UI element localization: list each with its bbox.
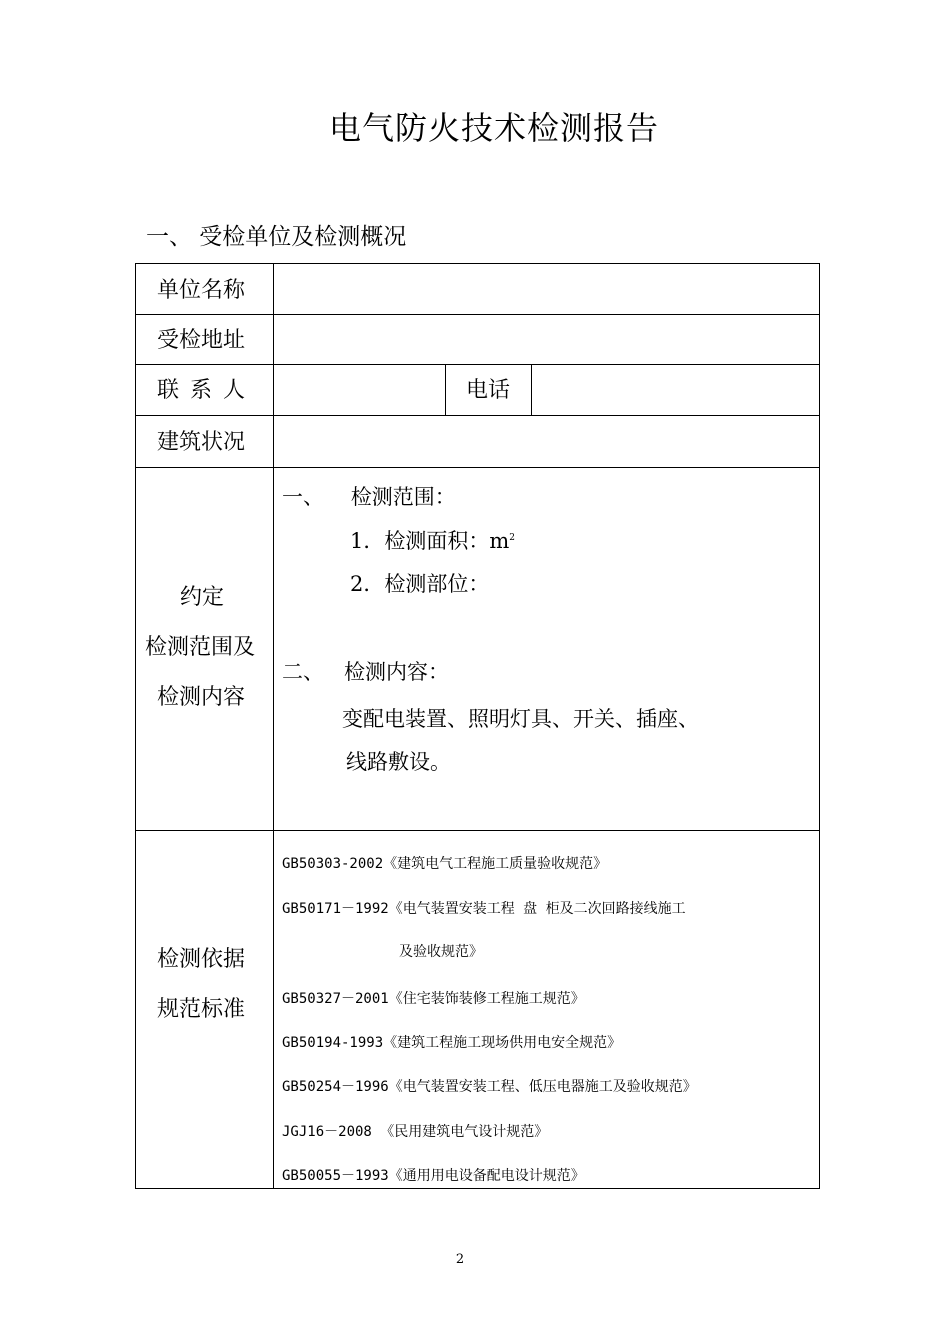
standard-item-continuation: 及验收规范》 bbox=[399, 944, 483, 960]
scope-content-line1: 变配电装置、照明灯具、开关、插座、 bbox=[342, 707, 699, 731]
standards-label-line2: 规范标准 bbox=[157, 997, 246, 1022]
unit-name-label: 单位名称 bbox=[157, 278, 246, 303]
scope-area-unit-sup: 2 bbox=[509, 533, 516, 543]
row-divider bbox=[136, 415, 819, 416]
address-field[interactable] bbox=[275, 316, 817, 362]
standard-item: JGJ16－2008 《民用建筑电气设计规范》 bbox=[282, 1124, 549, 1140]
row-divider bbox=[136, 314, 819, 315]
scope-item2-heading: 二、 检测内容： bbox=[282, 660, 450, 684]
row-divider bbox=[136, 364, 819, 365]
page-number: 2 bbox=[455, 1252, 465, 1267]
scope-location: 2．检测部位： bbox=[350, 572, 490, 596]
phone-label: 电话 bbox=[466, 378, 511, 403]
contact-label: 联 系 人 bbox=[157, 378, 247, 403]
scope-label-line1: 约定 bbox=[180, 585, 225, 610]
standard-item: GB50055－1993《通用用电设备配电设计规范》 bbox=[282, 1168, 585, 1184]
scope-item1-heading: 一、 检测范围： bbox=[282, 485, 456, 509]
scope-content-line2: 线路敷设。 bbox=[346, 750, 451, 774]
scope-label-line2: 检测范围及 bbox=[145, 635, 256, 660]
standard-item: GB50171－1992《电气装置安装工程 盘 柜及二次回路接线施工 bbox=[282, 901, 686, 917]
building-field[interactable] bbox=[275, 417, 817, 465]
standard-item: GB50303-2002《建筑电气工程施工质量验收规范》 bbox=[282, 856, 608, 872]
row-divider bbox=[136, 830, 819, 831]
unit-name-field[interactable] bbox=[275, 266, 817, 312]
standard-item: GB50194-1993《建筑工程施工现场供用电安全规范》 bbox=[282, 1035, 622, 1051]
column-divider bbox=[273, 264, 274, 1188]
inspection-form-table bbox=[135, 263, 820, 1189]
address-label: 受检地址 bbox=[157, 328, 246, 353]
scope-area-text: 1．检测面积：m bbox=[350, 529, 510, 553]
column-divider bbox=[531, 364, 532, 415]
standard-item: GB50327－2001《住宅装饰装修工程施工规范》 bbox=[282, 991, 585, 1007]
phone-field[interactable] bbox=[533, 366, 817, 413]
section-heading: 一、 受检单位及检测概况 bbox=[146, 224, 407, 250]
standard-item: GB50254－1996《电气装置安装工程、低压电器施工及验收规范》 bbox=[282, 1079, 697, 1095]
contact-field[interactable] bbox=[275, 366, 443, 413]
standards-label-line1: 检测依据 bbox=[157, 947, 246, 972]
document-title: 电气防火技术检测报告 bbox=[328, 109, 659, 147]
row-divider bbox=[136, 467, 819, 468]
scope-label-line3: 检测内容 bbox=[157, 685, 246, 710]
building-label: 建筑状况 bbox=[157, 430, 246, 455]
column-divider bbox=[445, 364, 446, 415]
scope-area bbox=[350, 525, 515, 555]
